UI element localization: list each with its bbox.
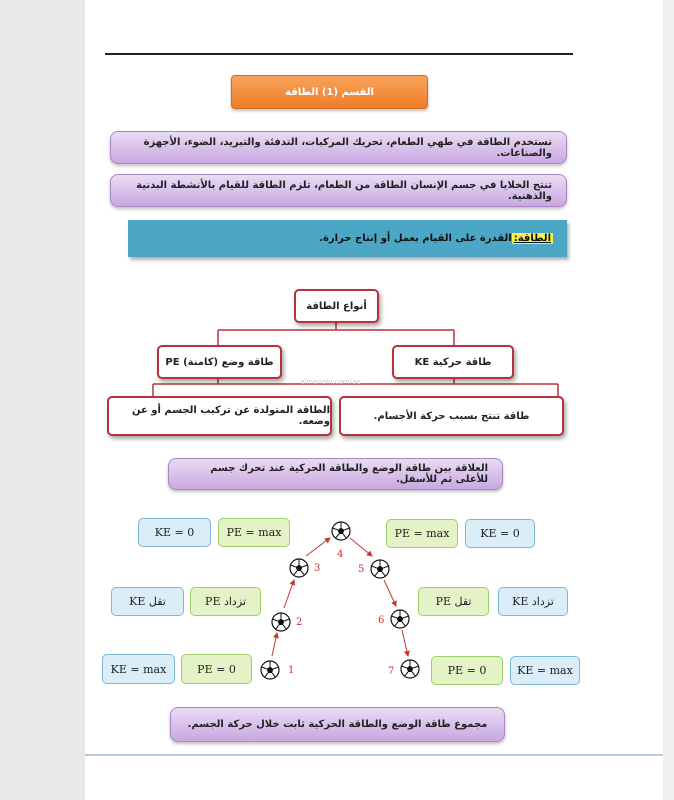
potential-energy-desc: الطاقة المتولدة عن تركيب الجسم أو عن وضعه. [107, 396, 332, 436]
right-pe-top: PE = max [386, 519, 458, 548]
section-title: القسم (1) الطاقة [231, 75, 428, 109]
step-number-6: 6 [378, 615, 385, 626]
ball-icon-4 [332, 522, 350, 540]
kinetic-energy-desc: طاقة تنتج بسبب حركة الأجسام. [339, 396, 564, 436]
left-ke-bottom: KE = max [102, 654, 175, 684]
definition-text: القدرة على القيام بعمل أو إنتاج حرارة. [319, 233, 512, 244]
energy-types-root: أنواع الطاقة [294, 289, 379, 323]
ball-icon-1 [261, 661, 279, 679]
step-number-5: 5 [358, 564, 365, 575]
left-ke-mid: تقل KE [111, 587, 184, 616]
left-ke-top: KE = 0 [138, 518, 211, 547]
step-number-3: 3 [314, 563, 321, 574]
relation-text: العلاقة بين طاقة الوضع والطاقة الحركية عند تحرك جسم للأعلى ثم للأسفل. [168, 458, 503, 490]
intro-line-1: تستخدم الطاقة في طهي الطعام، تحريك المركبات، التدفئة والتبريد، الضوء، الأجهزة والصناعات. [110, 131, 567, 164]
ball-icon-3 [290, 559, 308, 577]
ball-icon-6 [391, 610, 409, 628]
watermark: almanahj.com/ae [300, 378, 361, 386]
ball-icon-7 [401, 660, 419, 678]
ball-icon-5 [371, 560, 389, 578]
left-pe-top: PE = max [218, 518, 290, 547]
right-pe-bottom: PE = 0 [431, 656, 503, 685]
ball-icon-2 [272, 613, 290, 631]
definition-term: الطاقة: [513, 233, 551, 244]
right-ke-mid: تزداد KE [498, 587, 568, 616]
right-pe-mid: تقل PE [418, 587, 489, 616]
potential-energy-box: طاقة وضع (كامنة) PE [157, 345, 282, 379]
footer-rule [85, 754, 663, 756]
step-number-4: 4 [337, 549, 344, 560]
step-number-2: 2 [296, 617, 303, 628]
step-number-7: 7 [388, 666, 395, 677]
right-ke-top: KE = 0 [465, 519, 535, 548]
intro-line-2: تنتج الخلايا في جسم الإنسان الطاقة من الطعام، تلزم الطاقة للقيام بالأنشطة البدنية والذهنية. [110, 174, 567, 207]
left-pe-mid: تزداد PE [190, 587, 261, 616]
summary-text: مجموع طاقة الوضع والطاقة الحركية ثابت خلال حركة الجسم. [170, 707, 505, 742]
left-pe-bottom: PE = 0 [181, 654, 252, 684]
kinetic-energy-box: طاقة حركية KE [392, 345, 514, 379]
right-ke-bottom: KE = max [510, 656, 580, 685]
step-number-1: 1 [288, 665, 295, 676]
